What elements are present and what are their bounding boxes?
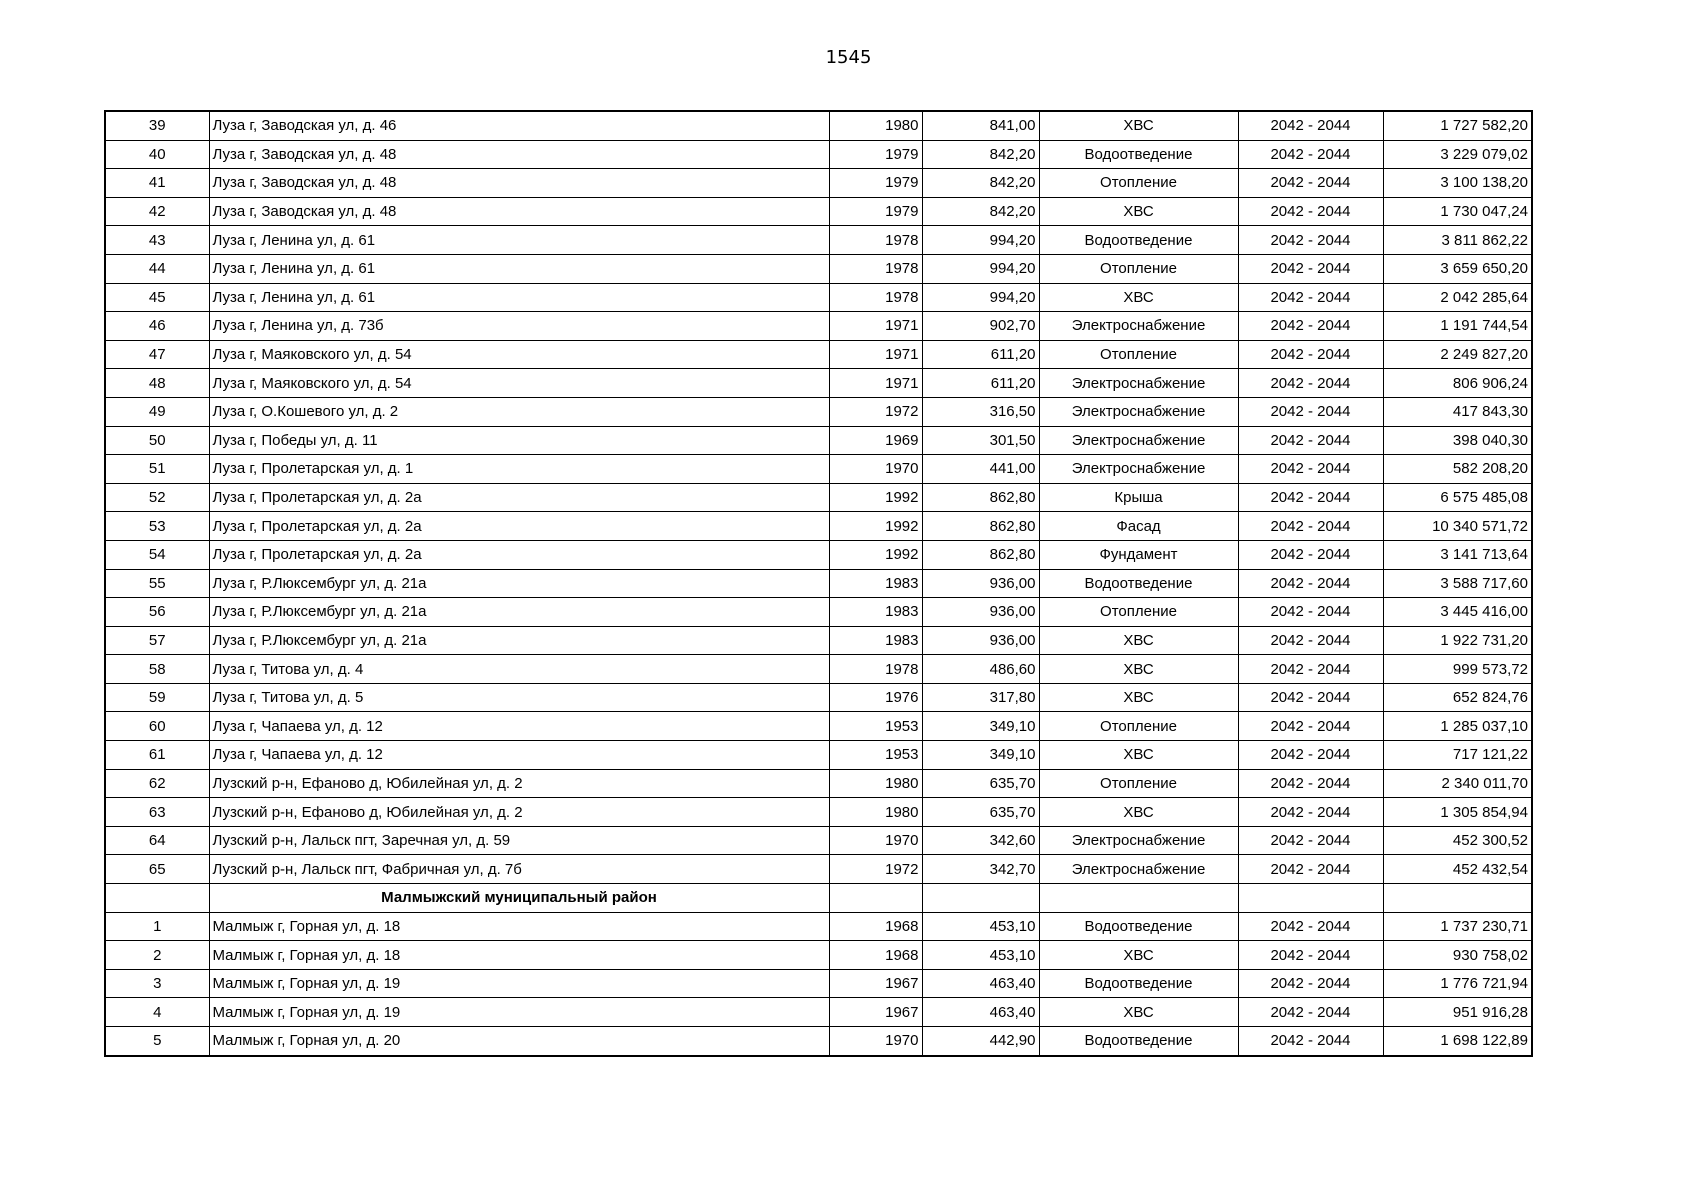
build-year-cell: 1970 — [829, 826, 922, 855]
cost-cell: 1 305 854,94 — [1383, 798, 1532, 827]
row-number-cell: 63 — [105, 798, 209, 827]
area-cell: 842,20 — [922, 197, 1039, 226]
build-year-cell: 1978 — [829, 283, 922, 312]
cost-cell: 6 575 485,08 — [1383, 483, 1532, 512]
build-year-cell: 1971 — [829, 312, 922, 341]
cost-cell: 452 300,52 — [1383, 826, 1532, 855]
table-row — [105, 683, 1532, 712]
table-row — [105, 569, 1532, 598]
row-number-cell: 49 — [105, 397, 209, 426]
row-number-cell: 39 — [105, 111, 209, 140]
cost-cell: 2 042 285,64 — [1383, 283, 1532, 312]
capital-repair-table — [104, 110, 1533, 1057]
cost-cell: 806 906,24 — [1383, 369, 1532, 398]
table-row — [105, 397, 1532, 426]
table-row — [105, 369, 1532, 398]
work-type-cell: ХВС — [1039, 798, 1238, 827]
area-cell: 842,20 — [922, 140, 1039, 169]
period-cell: 2042 - 2044 — [1238, 798, 1383, 827]
area-cell: 442,90 — [922, 1027, 1039, 1056]
empty-cell — [829, 884, 922, 913]
table-row — [105, 312, 1532, 341]
area-cell: 441,00 — [922, 455, 1039, 484]
area-cell: 342,60 — [922, 826, 1039, 855]
table-row — [105, 197, 1532, 226]
table-row — [105, 798, 1532, 827]
build-year-cell: 1980 — [829, 798, 922, 827]
work-type-cell: Водоотведение — [1039, 226, 1238, 255]
work-type-cell: Электроснабжение — [1039, 397, 1238, 426]
build-year-cell: 1980 — [829, 769, 922, 798]
cost-cell: 1 730 047,24 — [1383, 197, 1532, 226]
address-cell: Малмыж г, Горная ул, д. 18 — [209, 912, 829, 941]
build-year-cell: 1978 — [829, 655, 922, 684]
cost-cell: 582 208,20 — [1383, 455, 1532, 484]
cost-cell: 1 922 731,20 — [1383, 626, 1532, 655]
area-cell: 342,70 — [922, 855, 1039, 884]
work-type-cell: Отопление — [1039, 254, 1238, 283]
period-cell: 2042 - 2044 — [1238, 626, 1383, 655]
build-year-cell: 1979 — [829, 197, 922, 226]
build-year-cell: 1953 — [829, 741, 922, 770]
row-number-cell: 48 — [105, 369, 209, 398]
row-number-cell: 58 — [105, 655, 209, 684]
area-cell: 463,40 — [922, 969, 1039, 998]
period-cell: 2042 - 2044 — [1238, 712, 1383, 741]
period-cell: 2042 - 2044 — [1238, 998, 1383, 1027]
build-year-cell: 1972 — [829, 855, 922, 884]
work-type-cell: Фасад — [1039, 512, 1238, 541]
work-type-cell: Водоотведение — [1039, 569, 1238, 598]
address-cell: Луза г, Р.Люксембург ул, д. 21а — [209, 626, 829, 655]
build-year-cell: 1970 — [829, 455, 922, 484]
cost-cell: 3 100 138,20 — [1383, 169, 1532, 198]
table-row — [105, 741, 1532, 770]
period-cell: 2042 - 2044 — [1238, 455, 1383, 484]
address-cell: Лузский р-н, Ефаново д, Юбилейная ул, д. 2 — [209, 769, 829, 798]
work-type-cell: Водоотведение — [1039, 1027, 1238, 1056]
work-type-cell: Электроснабжение — [1039, 826, 1238, 855]
row-number-cell: 57 — [105, 626, 209, 655]
area-cell: 453,10 — [922, 912, 1039, 941]
work-type-cell: Водоотведение — [1039, 969, 1238, 998]
row-number-cell: 47 — [105, 340, 209, 369]
period-cell: 2042 - 2044 — [1238, 941, 1383, 970]
row-number-cell: 40 — [105, 140, 209, 169]
area-cell: 317,80 — [922, 683, 1039, 712]
address-cell: Луза г, Титова ул, д. 5 — [209, 683, 829, 712]
area-cell: 862,80 — [922, 512, 1039, 541]
work-type-cell: Водоотведение — [1039, 912, 1238, 941]
row-number-cell: 4 — [105, 998, 209, 1027]
table-row — [105, 712, 1532, 741]
cost-cell: 930 758,02 — [1383, 941, 1532, 970]
row-number-cell: 61 — [105, 741, 209, 770]
table-row — [105, 769, 1532, 798]
cost-cell: 1 698 122,89 — [1383, 1027, 1532, 1056]
work-type-cell: ХВС — [1039, 741, 1238, 770]
address-cell: Луза г, Маяковского ул, д. 54 — [209, 369, 829, 398]
work-type-cell: Электроснабжение — [1039, 369, 1238, 398]
period-cell: 2042 - 2044 — [1238, 655, 1383, 684]
work-type-cell: Отопление — [1039, 712, 1238, 741]
address-cell: Луза г, Пролетарская ул, д. 2а — [209, 512, 829, 541]
row-number-cell: 41 — [105, 169, 209, 198]
empty-cell — [1039, 884, 1238, 913]
address-cell: Луза г, Заводская ул, д. 48 — [209, 197, 829, 226]
table-row — [105, 283, 1532, 312]
period-cell: 2042 - 2044 — [1238, 855, 1383, 884]
work-type-cell: ХВС — [1039, 998, 1238, 1027]
table-body — [105, 111, 1532, 1056]
area-cell: 316,50 — [922, 397, 1039, 426]
build-year-cell: 1970 — [829, 1027, 922, 1056]
work-type-cell: Крыша — [1039, 483, 1238, 512]
row-number-cell: 46 — [105, 312, 209, 341]
table-row — [105, 226, 1532, 255]
area-cell: 611,20 — [922, 340, 1039, 369]
build-year-cell: 1978 — [829, 254, 922, 283]
area-cell: 463,40 — [922, 998, 1039, 1027]
row-number-cell: 51 — [105, 455, 209, 484]
row-number-cell: 55 — [105, 569, 209, 598]
cost-cell: 3 445 416,00 — [1383, 598, 1532, 627]
period-cell: 2042 - 2044 — [1238, 1027, 1383, 1056]
row-number-cell: 62 — [105, 769, 209, 798]
row-number-cell: 54 — [105, 540, 209, 569]
cost-cell: 1 285 037,10 — [1383, 712, 1532, 741]
work-type-cell: ХВС — [1039, 941, 1238, 970]
cost-cell: 2 249 827,20 — [1383, 340, 1532, 369]
table-row — [105, 426, 1532, 455]
period-cell: 2042 - 2044 — [1238, 769, 1383, 798]
build-year-cell: 1969 — [829, 426, 922, 455]
table-row — [105, 941, 1532, 970]
address-cell: Луза г, Титова ул, д. 4 — [209, 655, 829, 684]
period-cell: 2042 - 2044 — [1238, 483, 1383, 512]
period-cell: 2042 - 2044 — [1238, 397, 1383, 426]
table-row — [105, 111, 1532, 140]
period-cell: 2042 - 2044 — [1238, 540, 1383, 569]
area-cell: 349,10 — [922, 741, 1039, 770]
empty-cell — [922, 884, 1039, 913]
area-cell: 862,80 — [922, 483, 1039, 512]
build-year-cell: 1968 — [829, 912, 922, 941]
period-cell: 2042 - 2044 — [1238, 254, 1383, 283]
build-year-cell: 1979 — [829, 140, 922, 169]
area-cell: 994,20 — [922, 254, 1039, 283]
build-year-cell: 1967 — [829, 998, 922, 1027]
period-cell: 2042 - 2044 — [1238, 226, 1383, 255]
cost-cell: 1 191 744,54 — [1383, 312, 1532, 341]
address-cell: Луза г, Ленина ул, д. 61 — [209, 254, 829, 283]
cost-cell: 1 727 582,20 — [1383, 111, 1532, 140]
build-year-cell: 1971 — [829, 340, 922, 369]
row-number-cell: 60 — [105, 712, 209, 741]
work-type-cell: ХВС — [1039, 283, 1238, 312]
period-cell: 2042 - 2044 — [1238, 197, 1383, 226]
build-year-cell: 1972 — [829, 397, 922, 426]
address-cell: Луза г, Ленина ул, д. 61 — [209, 283, 829, 312]
area-cell: 349,10 — [922, 712, 1039, 741]
table-row — [105, 855, 1532, 884]
period-cell: 2042 - 2044 — [1238, 340, 1383, 369]
period-cell: 2042 - 2044 — [1238, 969, 1383, 998]
table-row — [105, 912, 1532, 941]
row-number-cell: 52 — [105, 483, 209, 512]
work-type-cell: Отопление — [1039, 598, 1238, 627]
area-cell: 994,20 — [922, 226, 1039, 255]
build-year-cell: 1992 — [829, 483, 922, 512]
build-year-cell: 1983 — [829, 569, 922, 598]
cost-cell: 2 340 011,70 — [1383, 769, 1532, 798]
table-row — [105, 655, 1532, 684]
address-cell: Луза г, Победы ул, д. 11 — [209, 426, 829, 455]
cost-cell: 3 811 862,22 — [1383, 226, 1532, 255]
work-type-cell: Электроснабжение — [1039, 312, 1238, 341]
work-type-cell: ХВС — [1039, 655, 1238, 684]
work-type-cell: Водоотведение — [1039, 140, 1238, 169]
table-row — [105, 998, 1532, 1027]
address-cell: Луза г, Ленина ул, д. 61 — [209, 226, 829, 255]
row-number-cell: 2 — [105, 941, 209, 970]
area-cell: 301,50 — [922, 426, 1039, 455]
table-row — [105, 455, 1532, 484]
row-number-cell: 5 — [105, 1027, 209, 1056]
address-cell: Луза г, Ленина ул, д. 73б — [209, 312, 829, 341]
row-number-cell: 45 — [105, 283, 209, 312]
period-cell: 2042 - 2044 — [1238, 741, 1383, 770]
cost-cell: 1 776 721,94 — [1383, 969, 1532, 998]
area-cell: 453,10 — [922, 941, 1039, 970]
area-cell: 936,00 — [922, 626, 1039, 655]
work-type-cell: Отопление — [1039, 169, 1238, 198]
area-cell: 936,00 — [922, 569, 1039, 598]
cost-cell: 10 340 571,72 — [1383, 512, 1532, 541]
row-number-cell: 43 — [105, 226, 209, 255]
row-number-cell: 42 — [105, 197, 209, 226]
address-cell: Лузский р-н, Лальск пгт, Фабричная ул, д. 7б — [209, 855, 829, 884]
row-number-cell: 1 — [105, 912, 209, 941]
table-row — [105, 598, 1532, 627]
row-number-cell: 53 — [105, 512, 209, 541]
period-cell: 2042 - 2044 — [1238, 512, 1383, 541]
table-row — [105, 1027, 1532, 1056]
address-cell: Луза г, Заводская ул, д. 48 — [209, 169, 829, 198]
address-cell: Луза г, Пролетарская ул, д. 2а — [209, 483, 829, 512]
period-cell: 2042 - 2044 — [1238, 569, 1383, 598]
period-cell: 2042 - 2044 — [1238, 826, 1383, 855]
period-cell: 2042 - 2044 — [1238, 169, 1383, 198]
cost-cell: 3 141 713,64 — [1383, 540, 1532, 569]
table-row — [105, 483, 1532, 512]
table-row — [105, 254, 1532, 283]
period-cell: 2042 - 2044 — [1238, 598, 1383, 627]
area-cell: 635,70 — [922, 798, 1039, 827]
empty-cell — [1238, 884, 1383, 913]
work-type-cell: ХВС — [1039, 683, 1238, 712]
build-year-cell: 1992 — [829, 540, 922, 569]
cost-cell: 398 040,30 — [1383, 426, 1532, 455]
address-cell: Лузский р-н, Ефаново д, Юбилейная ул, д. 2 — [209, 798, 829, 827]
build-year-cell: 1980 — [829, 111, 922, 140]
address-cell: Малмыж г, Горная ул, д. 19 — [209, 969, 829, 998]
area-cell: 486,60 — [922, 655, 1039, 684]
row-number-cell: 65 — [105, 855, 209, 884]
row-number-cell — [105, 884, 209, 913]
address-cell: Луза г, Чапаева ул, д. 12 — [209, 712, 829, 741]
address-cell: Лузский р-н, Лальск пгт, Заречная ул, д. 59 — [209, 826, 829, 855]
address-cell: Луза г, Р.Люксембург ул, д. 21а — [209, 569, 829, 598]
row-number-cell: 56 — [105, 598, 209, 627]
build-year-cell: 1971 — [829, 369, 922, 398]
cost-cell: 951 916,28 — [1383, 998, 1532, 1027]
cost-cell: 652 824,76 — [1383, 683, 1532, 712]
table-row — [105, 512, 1532, 541]
table-row — [105, 540, 1532, 569]
cost-cell: 1 737 230,71 — [1383, 912, 1532, 941]
row-number-cell: 64 — [105, 826, 209, 855]
empty-cell — [1383, 884, 1532, 913]
cost-cell: 3 229 079,02 — [1383, 140, 1532, 169]
period-cell: 2042 - 2044 — [1238, 912, 1383, 941]
table-row — [105, 169, 1532, 198]
period-cell: 2042 - 2044 — [1238, 312, 1383, 341]
build-year-cell: 1968 — [829, 941, 922, 970]
area-cell: 902,70 — [922, 312, 1039, 341]
work-type-cell: Отопление — [1039, 340, 1238, 369]
build-year-cell: 1953 — [829, 712, 922, 741]
build-year-cell: 1979 — [829, 169, 922, 198]
period-cell: 2042 - 2044 — [1238, 683, 1383, 712]
build-year-cell: 1983 — [829, 626, 922, 655]
table-row — [105, 969, 1532, 998]
address-cell: Луза г, О.Кошевого ул, д. 2 — [209, 397, 829, 426]
cost-cell: 3 588 717,60 — [1383, 569, 1532, 598]
build-year-cell: 1967 — [829, 969, 922, 998]
period-cell: 2042 - 2044 — [1238, 426, 1383, 455]
work-type-cell: ХВС — [1039, 197, 1238, 226]
cost-cell: 3 659 650,20 — [1383, 254, 1532, 283]
work-type-cell: Электроснабжение — [1039, 855, 1238, 884]
row-number-cell: 44 — [105, 254, 209, 283]
period-cell: 2042 - 2044 — [1238, 111, 1383, 140]
address-cell: Луза г, Заводская ул, д. 48 — [209, 140, 829, 169]
build-year-cell: 1978 — [829, 226, 922, 255]
cost-cell: 417 843,30 — [1383, 397, 1532, 426]
table-row — [105, 140, 1532, 169]
work-type-cell: Электроснабжение — [1039, 426, 1238, 455]
area-cell: 936,00 — [922, 598, 1039, 627]
period-cell: 2042 - 2044 — [1238, 283, 1383, 312]
address-cell: Луза г, Чапаева ул, д. 12 — [209, 741, 829, 770]
table-row — [105, 626, 1532, 655]
area-cell: 611,20 — [922, 369, 1039, 398]
row-number-cell: 59 — [105, 683, 209, 712]
cost-cell: 717 121,22 — [1383, 741, 1532, 770]
area-cell: 862,80 — [922, 540, 1039, 569]
table-row — [105, 826, 1532, 855]
work-type-cell: ХВС — [1039, 111, 1238, 140]
work-type-cell: Электроснабжение — [1039, 455, 1238, 484]
area-cell: 841,00 — [922, 111, 1039, 140]
section-row — [105, 884, 1532, 913]
section-title: Малмыжский муниципальный район — [209, 884, 829, 913]
build-year-cell: 1976 — [829, 683, 922, 712]
address-cell: Луза г, Маяковского ул, д. 54 — [209, 340, 829, 369]
address-cell: Малмыж г, Горная ул, д. 18 — [209, 941, 829, 970]
build-year-cell: 1992 — [829, 512, 922, 541]
period-cell: 2042 - 2044 — [1238, 140, 1383, 169]
area-cell: 635,70 — [922, 769, 1039, 798]
address-cell: Луза г, Р.Люксембург ул, д. 21а — [209, 598, 829, 627]
area-cell: 994,20 — [922, 283, 1039, 312]
address-cell: Малмыж г, Горная ул, д. 20 — [209, 1027, 829, 1056]
work-type-cell: Отопление — [1039, 769, 1238, 798]
build-year-cell: 1983 — [829, 598, 922, 627]
period-cell: 2042 - 2044 — [1238, 369, 1383, 398]
row-number-cell: 50 — [105, 426, 209, 455]
address-cell: Малмыж г, Горная ул, д. 19 — [209, 998, 829, 1027]
page-number: 1545 — [825, 47, 872, 68]
work-type-cell: Фундамент — [1039, 540, 1238, 569]
address-cell: Луза г, Пролетарская ул, д. 2а — [209, 540, 829, 569]
cost-cell: 452 432,54 — [1383, 855, 1532, 884]
row-number-cell: 3 — [105, 969, 209, 998]
address-cell: Луза г, Пролетарская ул, д. 1 — [209, 455, 829, 484]
area-cell: 842,20 — [922, 169, 1039, 198]
table-row — [105, 340, 1532, 369]
address-cell: Луза г, Заводская ул, д. 46 — [209, 111, 829, 140]
cost-cell: 999 573,72 — [1383, 655, 1532, 684]
work-type-cell: ХВС — [1039, 626, 1238, 655]
